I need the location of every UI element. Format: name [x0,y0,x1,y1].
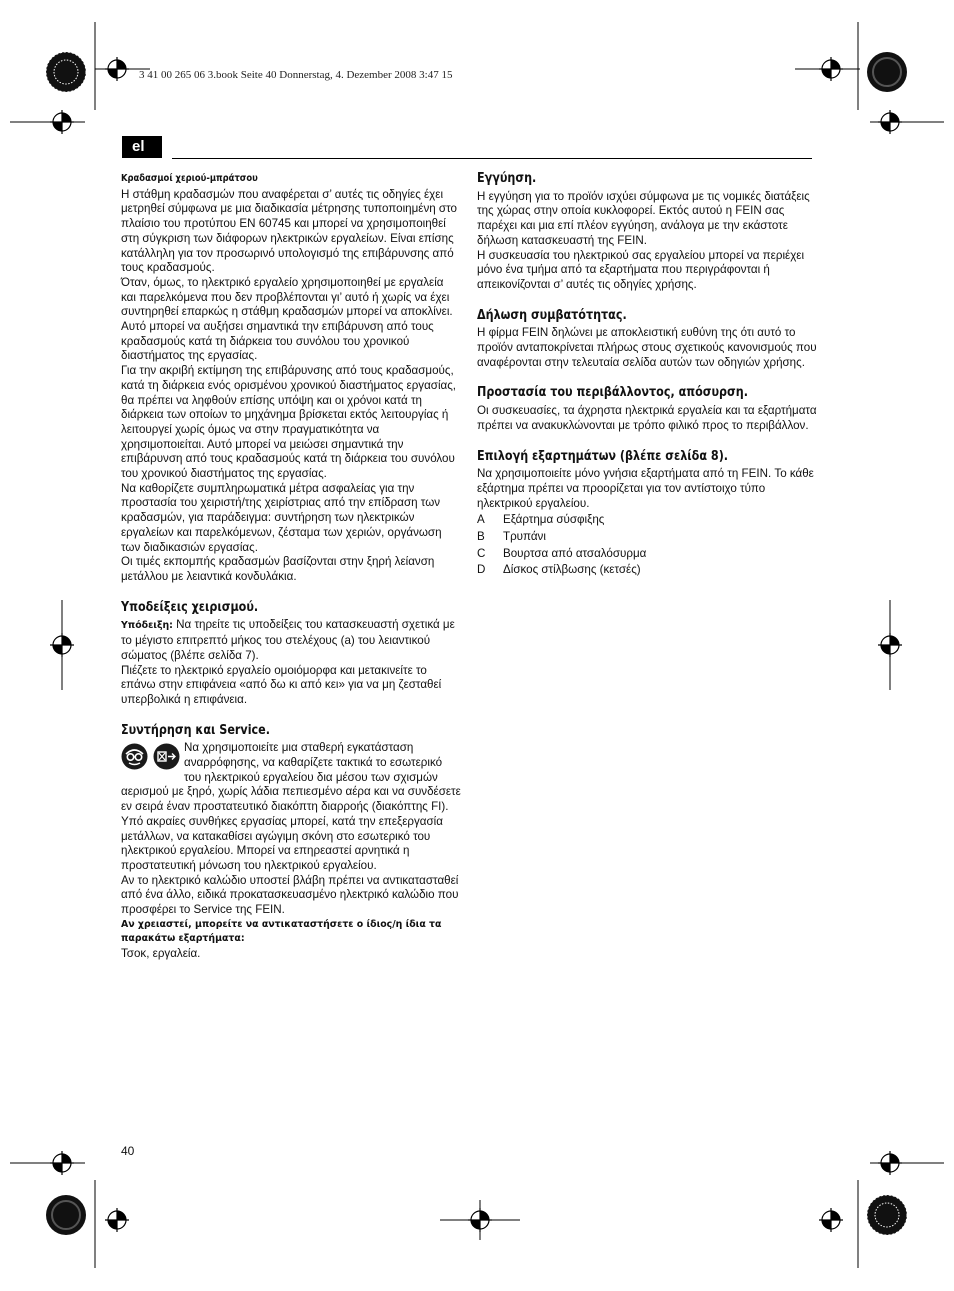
list-item-key: B [477,530,485,544]
note-label: Υπόδειξη: [121,620,173,632]
list-item-text: Εξάρτημα σύσφιξης [503,513,605,527]
header-rule [172,158,812,159]
language-tab: el [122,136,162,158]
print-header: 3 41 00 265 06 3.book Seite 40 Donnerstag, 4. Dezember 2008 3:47 15 [139,69,453,81]
hints-heading: Υποδείξεις χειρισμού. [121,599,259,615]
conformity-heading: Δήλωση συμβατότητας. [477,307,627,323]
vibration-paragraph-2: Όταν, όμως, το ηλεκτρικό εργαλείο χρησιμοποιηθεί με εργαλεία και παρελκόμενα που δεν προβλέπονται γι’ αυτό ή χωρίς να έχει συντηρηθεί επαρκώς η στάθμη κραδασμών μπορεί να αποκλίνει. Αυτό μπορεί να αυξήσει σημαντικά την επιβάρυνση από τους κραδασμούς κατά τη διάρκεια του συνόλου του χρονικού διαστήματος της εργασίας. [121,275,453,363]
environment-heading: Προστασία του περιβάλλοντος, απόσυρση. [477,385,748,401]
list-item [477,513,817,528]
right-column [477,172,817,578]
accessories-paragraph: Να χρησιμοποιείτε μόνο γνήσια εξαρτήματα από τη FEIN. Το κάθε εξάρτημα πρέπει να προορίζεται για τον αντίστοιχο τύπο ηλεκτρικού εργαλείου. [477,467,814,510]
vibration-paragraph-4: Να καθορίζετε συμπληρωματικά μέτρα ασφαλείας για την προστασία του χειριστή/της χειρίστριας από την επίδραση των κραδασμών, για παράδειγμα: συντήρηση των ηλεκτρικών εργαλείων και παρελκόμενων, ζέσταμα των χεριών, οργάνωση των διαδικασιών εργασίας. [121,481,442,554]
left-column [121,172,461,962]
list-item-key: D [477,563,486,577]
warranty-heading: Εγγύηση. [477,171,537,186]
list-item-key: C [477,546,486,560]
list-item [477,547,817,562]
list-item [477,563,817,578]
maintenance-heading: Συντήρηση και Service. [121,722,271,738]
accessories-heading: Επιλογή εξαρτημάτων (βλέπε σελίδα 8). [477,448,729,464]
disconnect-plug-icon [153,743,180,770]
environment-paragraph: Οι συσκευασίες, τα άχρηστα ηλεκτρικά εργαλεία και τα εξαρτήματα πρέπει να ανακυκλώνονται με τρόπο φιλικό προς το περιβάλλον. [477,404,817,432]
list-item [477,530,817,545]
maintenance-replaceable-note: Αν χρειαστεί, μπορείτε να αντικαταστήσετε ο ίδιος/η ίδια τα παρακάτω εξαρτήματα: [121,918,442,945]
maintenance-paragraph-2: Αν το ηλεκτρικό καλώδιο υποστεί βλάβη πρέπει να αντικατασταθεί από ένα άλλο, ειδικά προκατασκευασμένο ηλεκτρικό καλώδιο που προσφέρει το Service της FEIN. [121,873,459,917]
list-item-text: Δίσκος στίλβωσης (κετσές) [503,563,641,577]
hints-paragraph-1 [121,618,461,663]
page-number: 40 [121,1144,135,1158]
maintenance-icons [121,743,184,775]
list-item-text: Βουρτσα από ατσαλόσυρμα [503,546,647,560]
vibration-paragraph-1: Η στάθμη κραδασμών που αναφέρεται σ’ αυτές τις οδηγίες έχει μετρηθεί σύμφωνα με μια διαδικασία μέτρησης τυποποιημένη στο πλαίσιο του προτύπου EN 60745 και μπορεί να χρησιμοποιηθεί στη σύγκριση των διάφορων ηλεκτρικών εργαλείων. Είναι επίσης κατάλληλη για τον προσωρινό υπολογισμό της επιβάρυνσης από τους κραδασμούς. [121,187,457,275]
vibration-paragraph-3: Για την ακριβή εκτίμηση της επιβάρυνσης από τους κραδασμούς, κατά τη διάρκεια ενός ορισμένου χρονικού διαστήματος εργασίας, θα πρέπει να ληφθούν επίσης υπόψη και οι χρόνοι κατά τη διάρκεια των οποίων το μηχάνημα βρίσκεται εκτός λειτουργίας ή λειτουργεί χωρίς όμως να στην πραγματικότητα να χρησιμοποιείται. Αυτό μπορεί να μειώσει σημαντικά την επιβάρυνση από τους κραδασμούς κατά τη διάρκεια του συνόλου του χρονικού διαστήματος της εργασίας. [121,364,457,481]
list-item-key: A [477,513,485,527]
warranty-paragraph-1: Η εγγύηση για το προϊόν ισχύει σύμφωνα με τις νομικές διατάξεις της χώρας στην οποία κυκλοφορεί. Εκτός αυτού η FEIN σας παρέχει και μια επί πλέον εγγύηση, ανάλογα με την εκάστοτε δήλωση κατασκευαστή της FEIN. [477,189,810,247]
list-item-text: Τρυπάνι [503,530,546,544]
maintenance-paragraph-1: Να χρησιμοποιείτε μια σταθερή εγκατάσταση αναρρόφησης, να καθαρίζετε τακτικά το εσωτερικό του ηλεκτρικού εργαλείου δια μέσου των σχισμών αερισμού με ξηρό, χωρίς λάδια πεπιεσμένο αέρα και να συνδέσετε εν σειρά έναν προστατευτικό διακόπτη διαρροής (διακόπτης FI). Υπό ακραίες συνθήκες εργασίας μπορεί, κατά την επεξεργασία μετάλλων, να κατακαθίσει αγώγιμη σκόνη στο εσωτερικό του ηλεκτρικού εργαλείου. Μπορεί να επηρεαστεί αρνητικά η προστατευτική μόνωση του ηλεκτρικού εργαλείου. [121,741,461,872]
conformity-paragraph: Η φίρμα FEIN δηλώνει με αποκλειστική ευθύνη της ότι αυτό το προϊόν ανταποκρίνεται πλήρως στους σχετικούς κανονισμούς που αναφέρονται στην τελευταία σελίδα αυτών των οδηγιών χρήσης. [477,326,817,369]
eye-ear-protection-icon [121,743,148,770]
maintenance-block [121,741,461,873]
maintenance-paragraph-3: Τσοκ, εργαλεία. [121,947,201,961]
warranty-paragraph-2: Η συσκευασία του ηλεκτρικού σας εργαλείου μπορεί να περιέχει μόνο ένα τμήμα από τα εξαρτήματα που περιγράφονται ή απεικονίζονται σ’ αυτές τις οδηγίες χρήσης. [477,248,805,291]
vibration-paragraph-5: Οι τιμές εκπομπής κραδασμών βασίζονται στην ξηρή λείανση μετάλλου με λειαντικά κονδυλάκια. [121,555,435,583]
note-text: Να τηρείτε τις υποδείξεις του κατασκευαστή σχετικά με το μέγιστο επιτρεπτό μήκος του στελέχους (a) του λειαντικού σώματος (βλέπε σελίδα 7). [121,618,455,662]
vibration-heading: Κραδασμοί χεριού-μπράτσου [121,173,258,184]
hints-paragraph-2: Πιέζετε το ηλεκτρικό εργαλείο ομοιόμορφα και μετακινείτε το επάνω στην επιφάνεια «από δω κι από κει» για να μη ζεσταθεί υπερβολικά η επιφάνεια. [121,663,442,706]
